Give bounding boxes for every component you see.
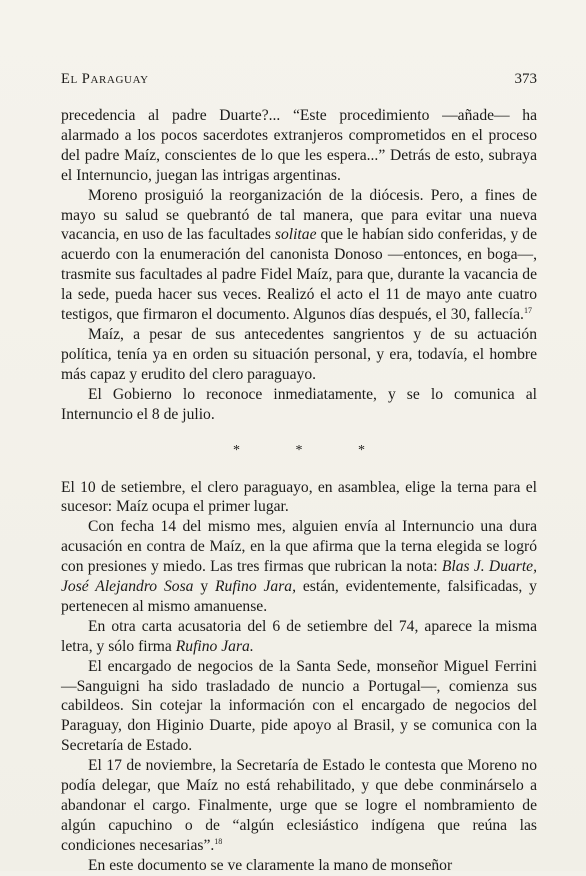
- text-run: Moreno prosiguió la reorganización de la diócesis. Pero, a fines de mayo su salud se quebrantó de tal manera, que para evitar una nueva vacancia, en uso de las facultades: [61, 186, 537, 244]
- body-text: [61, 106, 537, 876]
- paragraph-p3: [61, 325, 537, 385]
- text-run: están, evidentemente, falsificadas, y pertenecen al mismo amanuense.: [61, 578, 537, 615]
- text-run: El Gobierno lo reconoce inmediatamente, y se lo comunica al Internuncio el 8 de julio.: [61, 385, 537, 423]
- running-head-title: EL PARAGUAY: [61, 71, 149, 87]
- page-number: 373: [514, 71, 537, 87]
- paragraph-p8: [61, 657, 537, 757]
- text-run: Maíz, a pesar de sus antecedentes sangrientos y de su actuación política, tenía ya en orden su situación personal, y era, todavía, el hombre más capaz y erudito del clero paraguayo.: [61, 325, 537, 383]
- text-run: En este documento se ve claramente la mano de monseñor: [88, 856, 453, 874]
- text-run: y: [193, 578, 216, 596]
- text-run: precedencia al padre Duarte?... “Este procedimiento —añade— ha alarmado a los pocos sacerdotes extranjeros comprometidos en el proceso del padre Maíz, conscientes de lo que les espera...” Detrás de esto, subraya el Internuncio, juegan las intrigas argentinas.: [61, 107, 537, 184]
- text-run: que le habían sido conferidas, y de acuerdo con la enumeración del canonista Donoso —entonces, en boga—, trasmite sus facultades al padre Fidel Maíz, para que, durante la vacancia de la sede, pueda hacer sus veces. Realizó el acto el 11 de mayo ante cuatro testigos, que firmaron el documento. Algunos días después, el 30, fallecía.: [61, 226, 537, 324]
- paragraph-p1: [61, 106, 537, 186]
- text-run: El 17 de noviembre, la Secretaría de Estado le contesta que Moreno no podía delegar, que Maíz no está rehabilitado, y que debe conminárselo a abandonar el cargo. Finalmente, urge que se logre el nombramiento de algún capuchino o de “algún eclesiástico indígena que reúna las condiciones necesarias”.: [61, 757, 537, 854]
- text-run: Con fecha 14 del mismo mes, alguien envía al Internuncio una dura acusación en contra de Maíz, en la que afirma que la terna elegida se logró con presiones y miedo. Las tres firmas que rubrican la nota:: [61, 518, 537, 576]
- paragraph-p6: [61, 517, 537, 617]
- paragraph-p5: [61, 478, 537, 518]
- italic-text: Blas J. Duarte, José Alejandro Sosa: [61, 558, 538, 596]
- italic-text: Rufino Jara,: [215, 578, 296, 596]
- footnote-ref: 17: [523, 306, 532, 316]
- paragraph-p9: [61, 756, 537, 856]
- section-separator: * * *: [233, 442, 365, 458]
- text-run: En otra carta acusatoria del 6 de setiembre del 74, aparece la misma letra, y sólo firma: [61, 617, 537, 655]
- paragraph-p10: [61, 856, 537, 876]
- footnote-ref: 18: [214, 836, 223, 846]
- text-run: El 10 de setiembre, el clero paraguayo, en asamblea, elige la terna para el sucesor: Maíz ocupa el primer lugar.: [61, 478, 537, 516]
- paragraph-p4: [61, 385, 537, 425]
- text-run: El encargado de negocios de la Santa Sede, monseñor Miguel Ferrini —Sanguigni ha sido trasladado de nuncio a Portugal—, comienza sus cabildeos. Sin cotejar la información con el encargado de negocios del Paraguay, don Higinio Duarte, pide apoyo al Brasil, y se comunica con la Secretaría de Estado.: [61, 657, 537, 755]
- paragraph-p2: [61, 186, 537, 325]
- italic-text: Rufino Jara.: [175, 637, 254, 655]
- italic-text: solitae: [274, 226, 317, 244]
- paragraph-p7: [61, 617, 537, 657]
